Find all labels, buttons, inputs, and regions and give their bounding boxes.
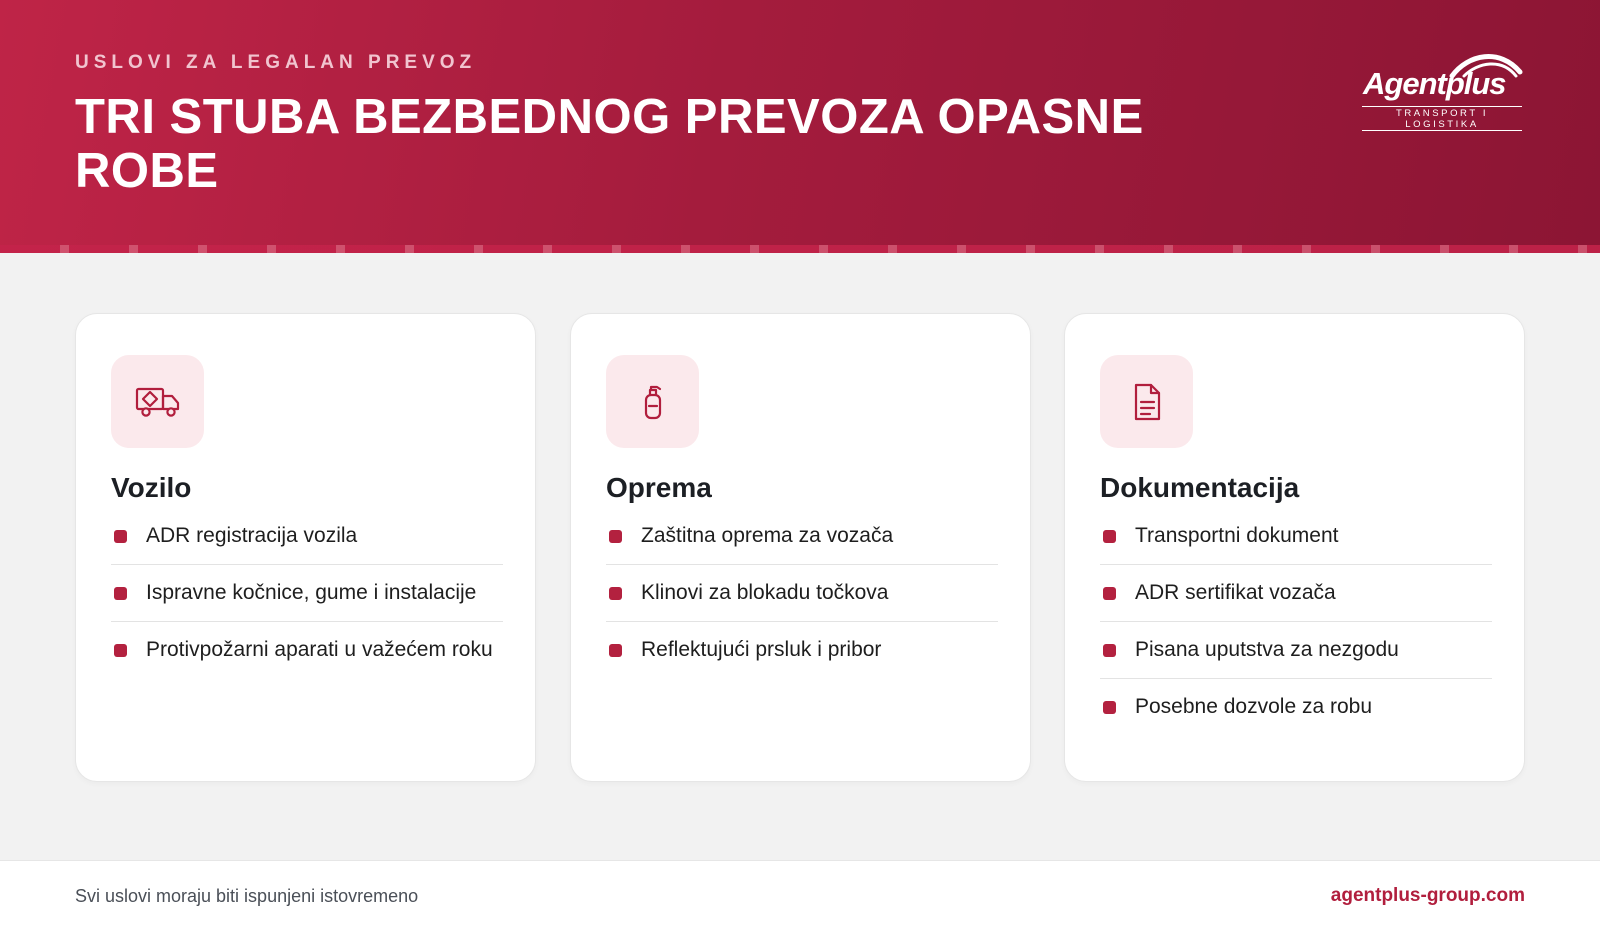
card-icon-tile [606, 355, 699, 448]
footer [0, 860, 1600, 931]
bullet-marker [1103, 530, 1116, 543]
list-item-text: Transportni dokument [1135, 524, 1339, 547]
list-item [606, 508, 998, 565]
brand-logo [1360, 50, 1525, 130]
list-item-text: Zaštitna oprema za vozača [641, 524, 894, 547]
bullet-marker [1103, 701, 1116, 714]
card-title: Dokumentacija [1100, 472, 1300, 503]
list-item-text: ADR registracija vozila [146, 524, 358, 547]
card-dokumentacija [1064, 313, 1525, 782]
list-item-text: Ispravne kočnice, gume i instalacije [146, 581, 477, 604]
card-icon-tile [111, 355, 204, 448]
list-item [111, 622, 503, 679]
fire-extinguisher-icon [638, 382, 668, 422]
logo-wordmark: Agentplus [1363, 66, 1506, 101]
list-item-text: Reflektujući prsluk i pribor [641, 638, 882, 661]
list-item [111, 565, 503, 622]
requirements-list [1100, 508, 1492, 736]
bullet-marker [114, 587, 127, 600]
card-title: Oprema [606, 472, 712, 503]
card-title: Vozilo [111, 472, 192, 503]
list-item [1100, 622, 1492, 679]
bullet-marker [1103, 644, 1116, 657]
list-item [1100, 679, 1492, 736]
list-item-text: Pisana uputstva za nezgodu [1135, 638, 1399, 661]
header-divider-stripe [0, 245, 1600, 253]
document-icon [1131, 382, 1163, 422]
bullet-marker [609, 644, 622, 657]
page-title: TRI STUBA BEZBEDNOG PREVOZA OPASNE ROBE [75, 90, 1144, 198]
bullet-marker [609, 587, 622, 600]
list-item [606, 565, 998, 622]
list-item [606, 622, 998, 679]
card-vozilo [75, 313, 536, 782]
bullet-marker [114, 644, 127, 657]
bullet-marker [609, 530, 622, 543]
header-banner [0, 0, 1600, 253]
footer-note: Svi uslovi moraju biti ispunjeni istovremeno [75, 886, 419, 906]
bullet-marker [114, 530, 127, 543]
list-item [111, 508, 503, 565]
list-item [1100, 565, 1492, 622]
list-item-text: Protivpožarni aparati u važećem roku [146, 638, 493, 661]
requirements-list [111, 508, 503, 679]
card-icon-tile [1100, 355, 1193, 448]
bullet-marker [1103, 587, 1116, 600]
list-item-text: Posebne dozvole za robu [1135, 695, 1372, 718]
header-eyebrow: USLOVI ZA LEGALAN PREVOZ [75, 52, 477, 73]
card-oprema [570, 313, 1031, 782]
list-item-text: Klinovi za blokadu točkova [641, 581, 889, 604]
list-item-text: ADR sertifikat vozača [1135, 581, 1336, 604]
logo-tagline: TRANSPORT I LOGISTIKA [1362, 106, 1522, 131]
list-item [1100, 508, 1492, 565]
truck-hazard-icon [134, 384, 182, 420]
website-link[interactable]: agentplus-group.com [1330, 885, 1525, 906]
requirements-list [606, 508, 998, 679]
